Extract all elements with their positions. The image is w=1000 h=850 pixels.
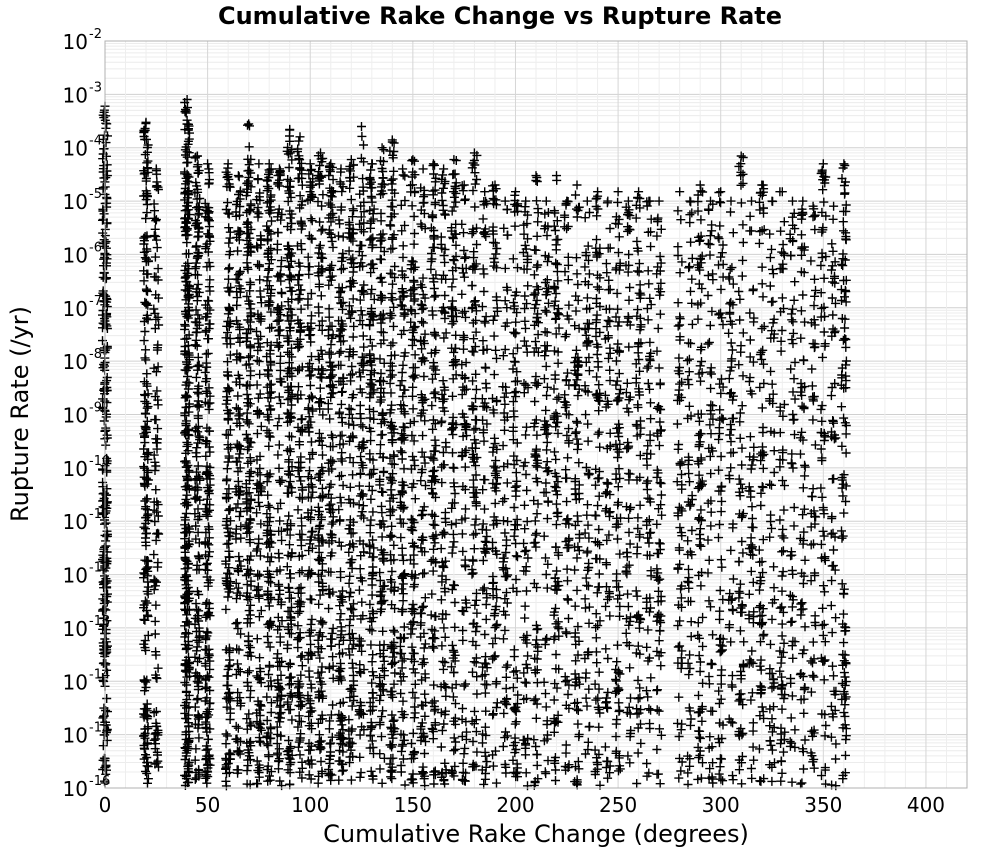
plot-area [98,41,967,790]
chart-title: Cumulative Rake Change vs Rupture Rate [217,2,783,30]
